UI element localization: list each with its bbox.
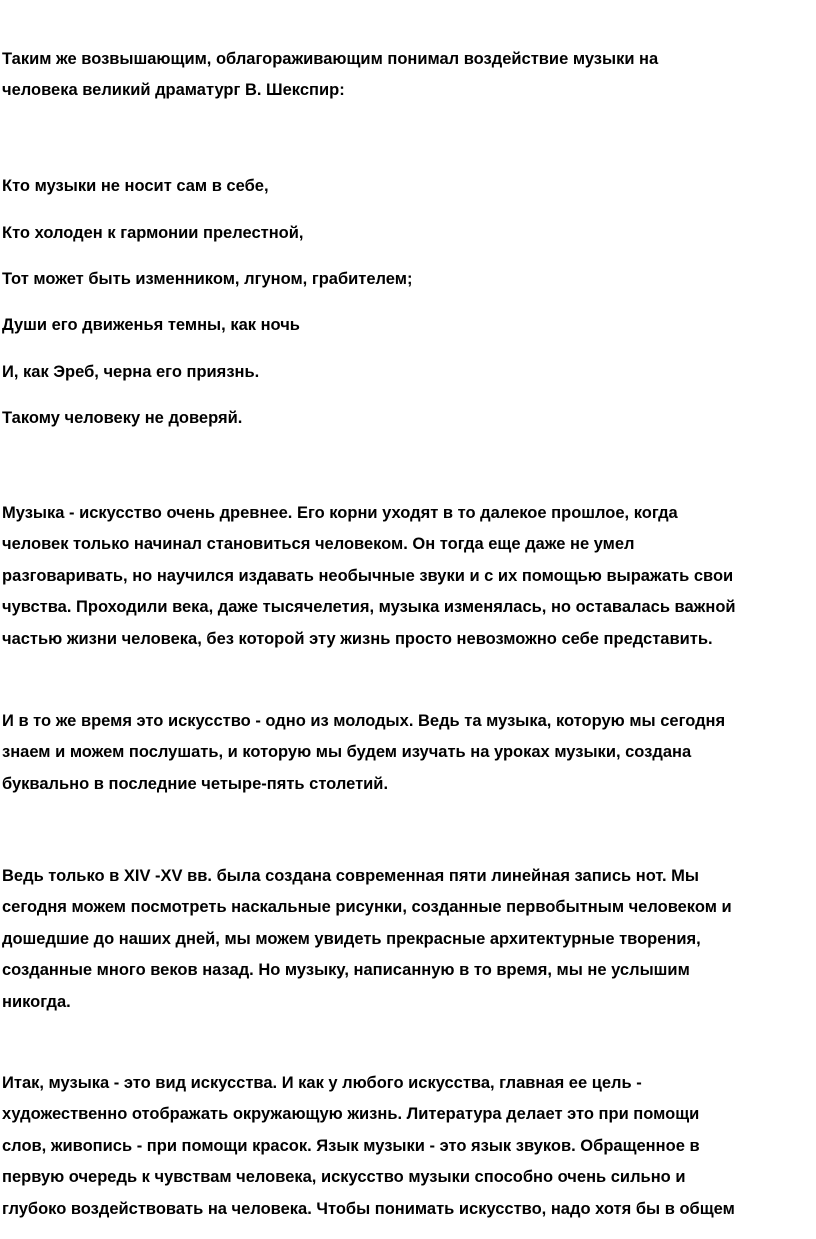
text-line: чувства. Проходили века, даже тысячелетия, музыка изменялась, но оставалась важной xyxy=(2,598,736,617)
text-line: художественно отображать окружающую жизнь. Литература делает это при помощи xyxy=(2,1105,700,1124)
paragraph-music-young xyxy=(2,706,814,800)
text-line: Таким же возвышающим, облагораживающим понимал воздействие музыки на xyxy=(2,50,659,68)
text-line: Ведь только в XIV -XV вв. была создана современная пяти линейная запись нот. Мы xyxy=(2,867,699,885)
paragraph-music-ancient xyxy=(2,498,814,655)
text-line: буквально в последние четыре-пять столетий. xyxy=(2,774,389,793)
text-line: сегодня можем посмотреть наскальные рисунки, созданные первобытным человеком и xyxy=(2,898,732,917)
text-line: глубоко воздействовать на человека. Чтобы понимать искусство, надо хотя бы в общем xyxy=(2,1199,735,1218)
text-line: И в то же время это искусство - одно из молодых. Ведь та музыка, которую мы сегодня xyxy=(2,712,726,730)
poem-line: Кто холоден к гармонии прелестной, xyxy=(2,224,304,242)
text-line: человека великий драматург В. Шекспир: xyxy=(2,81,345,100)
poem-line: Такому человеку не доверяй. xyxy=(2,409,243,427)
poem-line: Тот может быть изменником, лгуном, грабителем; xyxy=(2,270,413,288)
paragraph-notation xyxy=(2,861,814,1018)
text-line: никогда. xyxy=(2,992,71,1011)
text-line: знаем и можем послушать, и которую мы будем изучать на уроках музыки, создана xyxy=(2,743,692,762)
paragraph-art-form xyxy=(2,1068,814,1225)
text-line: созданные много веков назад. Но музыку, написанную в то время, мы не услышим xyxy=(2,961,690,980)
text-line: частью жизни человека, без которой эту жизнь просто невозможно себе представить. xyxy=(2,629,713,648)
text-line: слов, живопись - при помощи красок. Язык музыки - это язык звуков. Обращенное в xyxy=(2,1136,700,1155)
text-line: человек только начинал становиться человеком. Он тогда еще даже не умел xyxy=(2,535,635,554)
text-line: Итак, музыка - это вид искусства. И как у любого искусства, главная ее цель - xyxy=(2,1074,642,1092)
text-line: разговаривать, но научился издавать необычные звуки и с их помощью выражать свои xyxy=(2,566,734,585)
text-line: Музыка - искусство очень древнее. Его корни уходят в то далекое прошлое, когда xyxy=(2,504,678,522)
poem-line: Души его движенья темны, как ночь xyxy=(2,316,300,334)
poem-line: И, как Эреб, черна его приязнь. xyxy=(2,363,260,381)
text-line: дошедшие до наших дней, мы можем увидеть прекрасные архитектурные творения, xyxy=(2,929,701,948)
text-line: первую очередь к чувствам человека, искусство музыки способно очень сильно и xyxy=(2,1168,686,1187)
intro-paragraph xyxy=(2,44,814,107)
poem-line: Кто музыки не носит сам в себе, xyxy=(2,177,269,195)
